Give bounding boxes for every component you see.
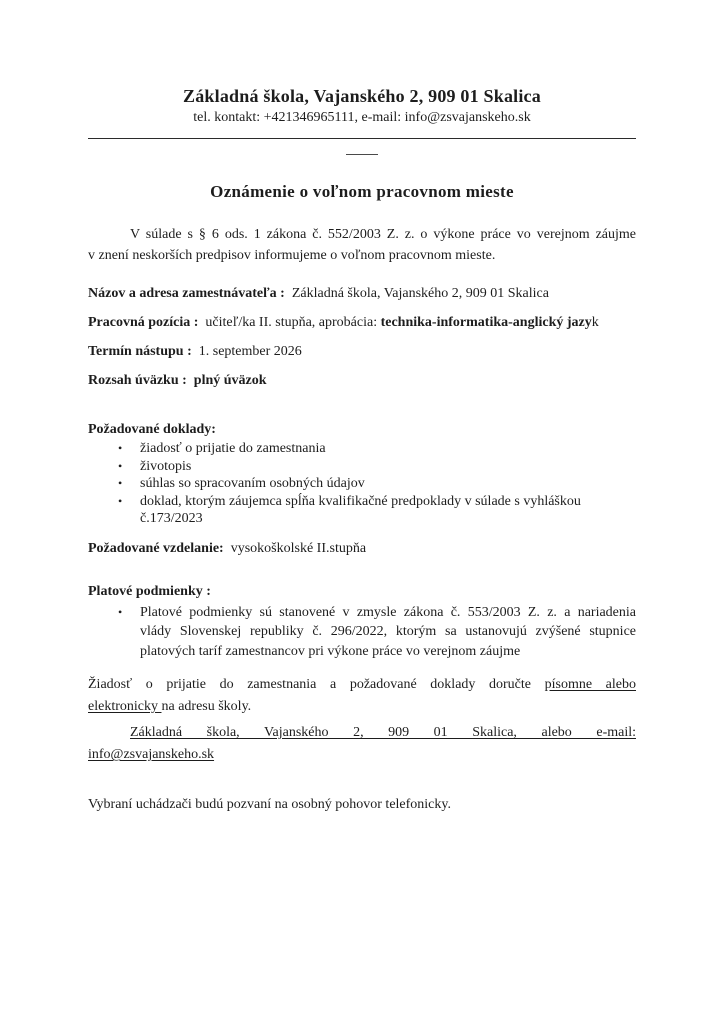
salary-conditions-item <box>88 603 636 662</box>
salary-conditions-heading: Platové podmienky : <box>88 583 211 599</box>
field-position-value-tail: k <box>591 315 599 330</box>
application-line-2-text: na adresu školy. <box>161 699 252 714</box>
application-line-2 <box>88 696 636 718</box>
intro-paragraph <box>88 224 636 266</box>
application-line-1-text: Žiadosť o prijatie do zamestnania a požadované doklady doručte <box>88 677 545 692</box>
field-workload-value: plný úväzok <box>193 373 267 388</box>
field-start-date-label: Termín nástupu : <box>88 344 192 359</box>
field-required-education-value: vysokoškolské II.stupňa <box>230 540 367 556</box>
school-email-text: info@zsvajanskeho.sk <box>88 747 215 762</box>
bullet-icon: • <box>118 476 123 490</box>
list-item <box>88 493 636 528</box>
field-position-label: Pracovná pozícia : <box>88 315 199 330</box>
school-address-paragraph <box>88 722 636 766</box>
bullet-icon: • <box>118 441 123 455</box>
application-instructions <box>88 674 636 718</box>
list-item-text: žiadosť o prijatie do zamestnania <box>140 441 326 456</box>
intro-line-2: v znení neskorších predpisov informujeme o voľnom pracovnom mieste. <box>88 248 496 263</box>
vacancy-fields <box>88 283 636 391</box>
list-item-text: životopis <box>140 458 192 474</box>
salary-conditions-text <box>140 603 636 662</box>
field-required-education-label: Požadované vzdelanie: <box>88 540 224 556</box>
contact-line: tel. kontakt: +421346965111, e-mail: info@zsvajanskeho.sk <box>193 110 531 125</box>
salary-line-3: platových taríf zamestnancov pri výkone práce vo verejnom záujme <box>140 643 521 659</box>
field-position <box>88 312 636 333</box>
bullet-icon: • <box>118 604 123 619</box>
application-line-2-underlined: elektronicky <box>88 699 162 714</box>
field-position-value: učiteľ/ka II. stupňa, aprobácia: <box>205 315 381 330</box>
list-item <box>88 475 636 493</box>
required-documents-list <box>88 440 636 528</box>
application-line-1 <box>88 674 636 696</box>
school-address-line-1 <box>88 722 636 744</box>
school-address-underlined: Základná škola, Vajanského 2, 909 01 Skalica, alebo e-mail: <box>130 725 636 740</box>
bullet-icon: • <box>118 458 123 473</box>
school-address-line-2 <box>88 744 636 766</box>
field-start-date-value: 1. september 2026 <box>198 344 302 359</box>
field-start-date <box>88 341 636 362</box>
application-line-1-underlined: písomne alebo <box>544 677 636 692</box>
field-workload <box>88 370 636 391</box>
list-item-text: súhlas so spracovaním osobných údajov <box>140 476 365 491</box>
list-item <box>88 458 636 476</box>
list-item-text: doklad, ktorým záujemca spĺňa kvalifikačné predpoklady v súlade s vyhláškou č.173/2023 <box>140 493 581 526</box>
bullet-icon: • <box>118 493 123 508</box>
list-item <box>88 440 636 458</box>
salary-line-2: vlády Slovenskej republiky č. 296/2022, ktorým sa ustanovujú zvýšené stupnice <box>140 624 636 639</box>
school-name-heading: Základná škola, Vajanského 2, 909 01 Skalica <box>183 86 541 106</box>
required-documents-heading: Požadované doklady: <box>88 422 216 437</box>
closing-note: Vybraní uchádzači budú pozvaní na osobný pohovor telefonicky. <box>88 797 451 812</box>
field-required-education <box>88 538 636 559</box>
salary-line-1: Platové podmienky sú stanovené v zmysle zákona č. 553/2003 Z. z. a nariadenia <box>140 604 636 620</box>
field-workload-label: Rozsah úväzku : <box>88 373 187 388</box>
field-employer-value: Základná škola, Vajanského 2, 909 01 Skalica <box>291 286 549 301</box>
announcement-title: Oznámenie o voľnom pracovnom mieste <box>210 182 514 201</box>
intro-line-1: V súlade s § 6 ods. 1 zákona č. 552/2003 Z. z. o výkone práce vo verejnom záujme <box>130 227 636 242</box>
field-employer <box>88 283 636 304</box>
short-rule <box>346 154 378 155</box>
field-position-value-bold: technika-informatika-anglický jazy <box>380 315 592 330</box>
field-employer-label: Názov a adresa zamestnávateľa : <box>88 286 285 301</box>
header-rule <box>88 138 636 139</box>
